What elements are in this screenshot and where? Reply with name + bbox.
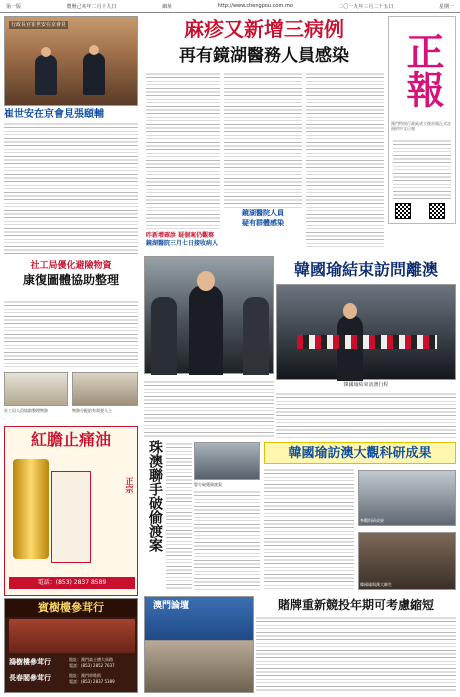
rights-story: [4, 260, 138, 300]
rights-caption-left: 社工局人員協助整理物資: [4, 408, 48, 413]
han-caption: 韓國瑜結束訪澳行程: [343, 382, 389, 388]
rights-photo-right: [72, 372, 138, 406]
tech-headline: 韓國瑜訪澳大觀科研成果: [264, 442, 456, 464]
lead-subheadline: 再有鏡湖醫務人員感染: [179, 46, 349, 66]
lunar-date: 農曆己亥年二月十九日: [66, 3, 117, 10]
masthead-motto: 澳門特別行政區成立後首個正式註冊的中文日報: [391, 121, 451, 131]
weekday: 星期一: [438, 3, 454, 10]
police-caption: 警方破獲偷渡案: [194, 482, 222, 487]
pawn-address-1: 地址：澳門高士德大馬路: [69, 657, 113, 662]
oil-ad-sub: 正宗: [125, 477, 134, 493]
tech-caption-1: 參觀科研成果: [360, 518, 384, 523]
pawn-phone-1: 電話：(853) 2852 7637: [69, 663, 115, 668]
oil-ad: [4, 426, 138, 596]
lead-inset-2: [224, 208, 302, 244]
lead-inset-note: 鏡湖醫院人員: [242, 208, 284, 217]
oil-box-icon: [51, 471, 91, 563]
lead-headline-part2: 又新增三病例: [224, 17, 344, 41]
page-number: 第一版: [6, 3, 22, 10]
qr-code-icon: [395, 203, 411, 219]
han-photo-main: [144, 256, 274, 374]
masthead: [388, 16, 456, 224]
lead-body-col1: [146, 72, 220, 232]
cui-photo: [4, 16, 138, 106]
pawn-shop-photo: [9, 619, 135, 653]
masthead-logo: 正報: [400, 32, 445, 108]
han-body-right: [276, 392, 456, 438]
cui-headline: 崔世安在京會見張頤輔: [4, 109, 104, 120]
lead-inset-subtitle: 鏡湖醫院三月七日接收病人: [146, 240, 219, 247]
casino-photo: [144, 596, 254, 693]
site-url[interactable]: http://www.chengpou.com.mo: [217, 3, 293, 9]
pawn-phone-2: 電話：(853) 2837 5389: [69, 679, 115, 684]
lead-inset-note2: 疑有群體感染: [242, 218, 284, 227]
cui-body-text: [4, 122, 138, 256]
police-body: [166, 442, 192, 590]
police-headline: 珠澳聯手破偷渡案: [147, 440, 163, 552]
han-photo-right: [276, 284, 456, 380]
pawn-name-2: 長春閣參茸行: [9, 674, 51, 682]
pawn-ad-title: 賓樹樓參茸行: [5, 599, 137, 617]
masthead-info: [393, 139, 451, 199]
han-body: [144, 380, 274, 438]
han-headline: 韓國瑜結束訪問離澳: [293, 260, 438, 279]
oil-ad-phone: 電話：(853) 2837 8589: [9, 577, 135, 589]
lead-body-col3: [306, 72, 384, 248]
rights-headline: 康復圖體協助整理: [22, 273, 119, 287]
oil-bottle-icon: [13, 459, 49, 559]
lead-headline: [146, 16, 382, 44]
rights-body: [4, 300, 138, 370]
oil-ad-title: 紅膽止痛油: [30, 430, 111, 449]
pawn-ad: [4, 598, 138, 693]
tech-body: [264, 468, 354, 590]
lead-body-col2: [224, 72, 302, 208]
lead-headline-part1: 麻疹: [184, 17, 224, 41]
pawn-name-1: 鴻樹樓參茸行: [9, 658, 51, 666]
casino-headline: 賭牌重新競投年期可考慮縮短: [277, 598, 434, 612]
cui-photo-caption: 行政長官崔世安在京會見: [11, 22, 67, 28]
qr-code-icon-2: [429, 203, 445, 219]
top-bar: [0, 0, 460, 13]
url-label: 網址: [162, 3, 173, 10]
issue-date: 二〇一九年三月二十五日: [338, 3, 394, 10]
lead-inset: [146, 232, 222, 254]
casino-body: [256, 616, 456, 693]
lead-inset-title: 昨新增確診 疑個案仍觀察: [146, 232, 215, 239]
police-photo: [194, 442, 260, 480]
rights-photo-left: [4, 372, 68, 406]
casino-photo-caption: 澳門論壇: [153, 601, 190, 611]
tech-caption-2: 韓國瑜與澳大師生: [360, 582, 392, 587]
police-body-2: [194, 490, 260, 590]
pawn-address-2: 地址：澳門草堆街: [69, 673, 101, 678]
rights-subheadline: 社工局優化避險物資: [30, 261, 112, 271]
rights-caption-right: 物資分配給有需要人士: [72, 408, 112, 413]
